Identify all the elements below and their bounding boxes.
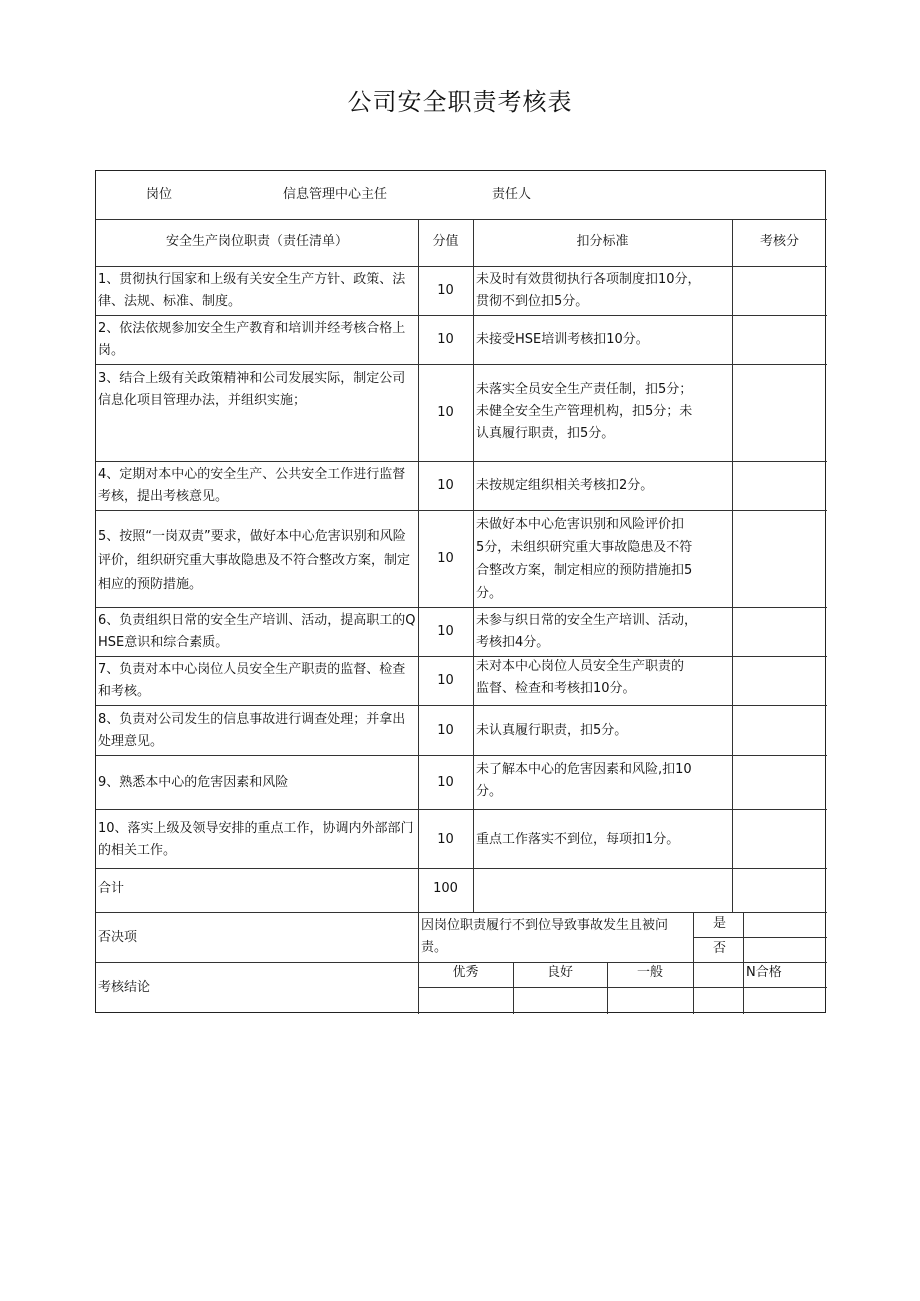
table-row-duty: 6、负责组织日常的安全生产培训、活动，提高职工的QHSE意识和综合素质。	[98, 613, 416, 650]
table-row-duty: 8、负责对公司发生的信息事故进行调查处理；并拿出处理意见。	[98, 712, 406, 749]
table-row-score: 10	[437, 551, 454, 566]
table-row-deduction: 未按规定组织相关考核扣2分。	[476, 478, 654, 493]
table-row-score: 10	[437, 478, 454, 493]
table-row-score: 10	[437, 723, 454, 738]
table-row-duty: 4、定期对本中心的安全生产、公共安全工作进行监督考核，提出考核意见。	[98, 467, 406, 504]
column-header-score: 分值	[432, 234, 459, 249]
position-label: 岗位	[146, 187, 173, 202]
table-row-score: 10	[437, 673, 454, 688]
table-row-duty: 7、负责对本中心岗位人员安全生产职责的监督、检查和考核。	[98, 662, 406, 699]
veto-description: 因岗位职责履行不到位导致事故发生且被问责。	[421, 918, 669, 955]
table-row-score: 10	[437, 624, 454, 639]
table-row-duty: 2、依法依规参加安全生产教育和培训并经考核合格上岗。	[98, 321, 406, 358]
table-row-deduction: 未接受HSE培训考核扣10分。	[476, 332, 649, 347]
table-row-score: 10	[437, 832, 454, 847]
table-row-duty: 1、贯彻执行国家和上级有关安全生产方针、政策、法律、法规、标准、制度。	[98, 272, 406, 309]
veto-yes-label: 是	[713, 916, 727, 931]
assessment-table	[95, 170, 826, 1013]
veto-label: 否决项	[98, 930, 138, 945]
table-row-score: 10	[437, 405, 454, 420]
conclusion-option-fair: 一般	[636, 965, 663, 980]
table-row-duty: 9、熟悉本中心的危害因素和风险	[98, 775, 289, 790]
conclusion-option-excellent: 优秀	[452, 965, 479, 980]
table-row-score: 10	[437, 283, 454, 298]
table-row-deduction: 未认真履行职责，扣5分。	[476, 723, 628, 738]
column-header-assessment: 考核分	[759, 234, 799, 249]
total-score: 100	[433, 881, 458, 896]
table-row-duty: 5、按照“一岗双责”要求，做好本中心危害识别和风险评价，组织研究重大事故隐患及不符合整改方案，制定相应的预防措施。	[98, 529, 411, 592]
table-row-duty: 3、结合上级有关政策精神和公司发展实际，制定公司信息化项目管理办法，并组织实施；	[98, 371, 406, 408]
conclusion-label: 考核结论	[98, 980, 151, 995]
position-value: 信息管理中心主任	[283, 187, 388, 202]
conclusion-option-unqualified: N合格	[746, 965, 782, 980]
column-header-deduction: 扣分标准	[576, 234, 629, 249]
total-label: 合计	[98, 881, 125, 896]
responsible-label: 责任人	[492, 187, 532, 202]
table-row-deduction: 未了解本中心的危害因素和风险,扣10 分。	[476, 762, 692, 799]
table-row-deduction: 未及时有效贯彻执行各项制度扣10分， 贯彻不到位扣5分。	[476, 272, 701, 309]
column-header-duty: 安全生产岗位职责（责任清单）	[165, 234, 348, 249]
table-row-score: 10	[437, 775, 454, 790]
table-row-duty: 10、落实上级及领导安排的重点工作，协调内外部部门的相关工作。	[98, 821, 414, 858]
table-row-deduction: 未参与织日常的安全生产培训、活动， 考核扣4分。	[476, 613, 698, 650]
veto-no-label: 否	[713, 941, 727, 956]
table-row-score: 10	[437, 332, 454, 347]
table-row-deduction: 未对本中心岗位人员安全生产职责的 监督、检查和考核扣10分。	[476, 659, 685, 696]
table-row-deduction: 未落实全员安全生产责任制，扣5分； 未健全安全生产管理机构，扣5分；未 认真履行职责，扣5分。	[476, 382, 693, 441]
table-row-deduction: 重点工作落实不到位，每项扣1分。	[476, 832, 680, 847]
page-title: 公司安全职责考核表	[347, 88, 573, 116]
conclusion-option-good: 良好	[546, 965, 573, 980]
table-row-deduction: 未做好本中心危害识别和风险评价扣 5分，未组织研究重大事故隐患及不符 合整改方案，制定相应的预防措施扣5 分。	[476, 517, 693, 601]
